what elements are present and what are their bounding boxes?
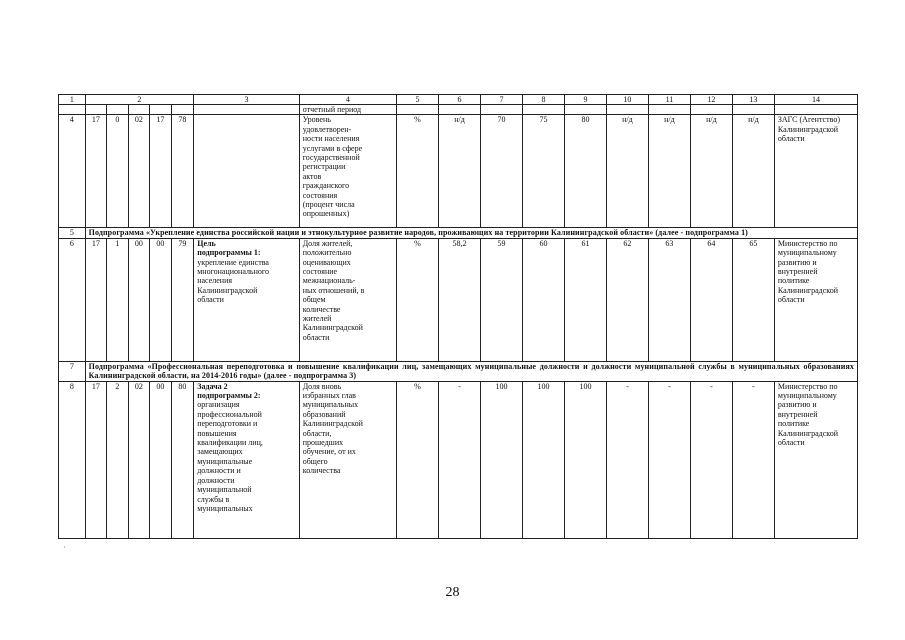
text-line: жителей <box>302 314 332 324</box>
value-cell: - <box>606 381 648 538</box>
scan-speck: · <box>63 543 66 552</box>
text-line: Калининградской <box>197 285 258 295</box>
col-header: 1 <box>59 95 86 105</box>
value-cell: - <box>732 381 774 538</box>
text-line: Калининградской <box>777 285 839 295</box>
text-line: Задача 2 <box>197 381 228 391</box>
row-number: 8 <box>59 381 86 538</box>
value-cell: 80 <box>564 115 606 228</box>
value-cell: 63 <box>648 238 690 361</box>
text-line: Калининградской <box>777 428 839 438</box>
text-line: области <box>197 295 224 305</box>
text-line: муниципальному <box>777 391 837 401</box>
executor-cell <box>774 381 857 538</box>
code-cell: 02 <box>128 381 150 538</box>
text-line: населения <box>197 276 233 286</box>
task-heading <box>197 382 296 401</box>
text-line: обучение, от их <box>302 447 356 457</box>
text-line: ности населения <box>302 134 360 144</box>
text-line: службы в <box>197 494 230 504</box>
value-cell: 58,2 <box>439 238 481 361</box>
value-cell: н/д <box>648 115 690 228</box>
subprogram-row <box>59 228 858 238</box>
text-line: Доля вновь <box>302 381 342 391</box>
code-cell: 0 <box>107 115 129 228</box>
value-cell: 64 <box>690 238 732 361</box>
text-line: ных отношений, в <box>302 285 365 295</box>
code-cell: 00 <box>150 238 172 361</box>
col-header: 10 <box>606 95 648 105</box>
value-cell: н/д <box>606 115 648 228</box>
text-line: внутренней <box>777 409 818 419</box>
code-cell: 79 <box>171 238 194 361</box>
text-line: укрепление единства <box>197 257 269 267</box>
text-line: Министерство по <box>777 381 838 391</box>
indicator-cell: отчетный период <box>299 105 396 115</box>
page-number: 28 <box>445 585 460 600</box>
goal-cell <box>194 115 300 228</box>
text-line: удовлетворен- <box>302 124 352 134</box>
text-line: состояния <box>302 190 338 200</box>
text-line: муниципальной <box>197 485 252 495</box>
code-cell: 1 <box>107 238 129 361</box>
col-header: 14 <box>774 95 857 105</box>
value-cell: 62 <box>606 238 648 361</box>
text-line: (процент числа <box>302 200 355 210</box>
text-line: политике <box>777 276 810 286</box>
text-line: внутренней <box>777 267 818 277</box>
value-cell: 100 <box>480 381 522 538</box>
value-cell: 100 <box>522 381 564 538</box>
code-cell: 78 <box>171 115 194 228</box>
goal-heading <box>197 239 296 258</box>
row-number: 6 <box>59 238 86 361</box>
value-cell: - <box>690 381 732 538</box>
table-row <box>59 238 858 361</box>
indicator-cell <box>299 381 396 538</box>
unit-cell: % <box>397 115 439 228</box>
text-line: ЗАГС (Агентство) <box>777 115 840 125</box>
text-line: избранных глав <box>302 391 356 401</box>
value-cell: - <box>648 381 690 538</box>
value-cell: 65 <box>732 238 774 361</box>
text-line: профессиональной <box>197 409 262 419</box>
col-header: 6 <box>439 95 481 105</box>
col-header: 4 <box>299 95 396 105</box>
table-row <box>59 115 858 228</box>
text-line: муниципальному <box>777 248 837 258</box>
col-header: 3 <box>194 95 300 105</box>
text-line: прошедших <box>302 438 344 448</box>
col-header: 8 <box>522 95 564 105</box>
code-cell: 17 <box>150 115 172 228</box>
value-cell: 60 <box>522 238 564 361</box>
text-line: Уровень <box>302 115 331 125</box>
code-cell: 2 <box>107 381 129 538</box>
text-line: подпрограммы 1: <box>197 248 261 258</box>
text-line: должности и <box>197 466 241 476</box>
text-line: гражданского <box>302 181 350 191</box>
col-header: 13 <box>732 95 774 105</box>
col-header: 11 <box>648 95 690 105</box>
indicator-cell <box>299 238 396 361</box>
text-line: Доля жителей, <box>302 238 353 248</box>
goal-cell <box>194 238 300 361</box>
value-cell: н/д <box>690 115 732 228</box>
text-line: развитию и <box>777 400 817 410</box>
row-number: 4 <box>59 115 86 228</box>
text-line: межнациональ- <box>302 276 356 286</box>
code-cell: 02 <box>128 115 150 228</box>
value-cell: 75 <box>522 115 564 228</box>
text-line: организация <box>197 400 240 410</box>
value-cell: н/д <box>439 115 481 228</box>
goal-cell <box>194 381 300 538</box>
subprogram-title: Подпрограмма «Профессиональная переподготовка и повышение квалификации лиц, замещающих муниципальные должности и должности муниципальной службы в муниципальных образованиях Калининградской области, на 2014-2016 годы» (далее - подпрограмма 3) <box>85 361 857 381</box>
unit-cell: % <box>397 381 439 538</box>
text-line: области, <box>302 428 332 438</box>
code-cell: 00 <box>128 238 150 361</box>
code-cell: 17 <box>85 381 107 538</box>
indicator-cell <box>299 115 396 228</box>
value-cell: 70 <box>480 115 522 228</box>
goal-text <box>197 258 296 305</box>
text-line: подпрограммы 2: <box>197 391 261 401</box>
text-line: квалификации лиц, <box>197 438 263 448</box>
text-line: положительно <box>302 248 352 258</box>
value-cell: 61 <box>564 238 606 361</box>
value-cell: н/д <box>732 115 774 228</box>
value-cell: 59 <box>480 238 522 361</box>
text-line: Калининградской <box>777 124 839 134</box>
subprogram-row <box>59 361 858 381</box>
code-cell: 17 <box>85 238 107 361</box>
text-line: оценивающих <box>302 257 351 267</box>
text-line: развитию и <box>777 257 817 267</box>
text-line: области <box>777 438 805 448</box>
text-line: общем <box>302 295 326 305</box>
text-line: состояние <box>302 267 338 277</box>
unit-cell: % <box>397 238 439 361</box>
text-line: области <box>777 134 805 144</box>
text-line: общего <box>302 456 328 466</box>
text-line: государственной <box>302 153 360 163</box>
text-line: многонационального <box>197 267 269 277</box>
col-header: 9 <box>564 95 606 105</box>
text-line: Цель <box>197 238 216 248</box>
table-row <box>59 381 858 538</box>
row-number: 7 <box>59 361 86 381</box>
text-line: муниципальных <box>197 503 253 513</box>
text-line: переподготовки и <box>197 419 258 429</box>
text-line: услугами в сфере <box>302 143 363 153</box>
text-line: политике <box>777 419 810 429</box>
text-line: актов <box>302 171 322 181</box>
executor-cell <box>774 238 857 361</box>
text-line: муниципальных <box>302 400 359 410</box>
text-line: замещающих <box>197 447 243 457</box>
col-header: 5 <box>397 95 439 105</box>
text-line: количестве <box>302 304 341 314</box>
continuation-row <box>59 105 858 115</box>
value-cell: 100 <box>564 381 606 538</box>
text-line: опрошенных) <box>302 209 350 219</box>
code-cell: 17 <box>85 115 107 228</box>
text-line: количества <box>302 466 341 476</box>
text-line: повышения <box>197 428 237 438</box>
column-number-row <box>59 95 858 105</box>
code-cell: 00 <box>150 381 172 538</box>
text-line: муниципальные <box>197 456 253 466</box>
text-line: Калининградской <box>302 323 363 333</box>
task-text <box>197 400 296 513</box>
value-cell: - <box>439 381 481 538</box>
text-line: области <box>777 295 805 305</box>
col-header: 7 <box>480 95 522 105</box>
text-line: должности <box>197 475 235 485</box>
text-line: образований <box>302 409 346 419</box>
text-line: регистрации <box>302 162 346 172</box>
col-header: 12 <box>690 95 732 105</box>
row-number: 5 <box>59 228 86 238</box>
text-line: Калининградской <box>302 419 363 429</box>
text-line: области <box>302 332 330 342</box>
subprogram-title: Подпрограмма «Укрепление единства российской нации и этнокультурное развитие народов, проживающих на территории Калининградской области» (далее - подпрограмма 1) <box>85 228 857 238</box>
code-cell: 80 <box>171 381 194 538</box>
col-header: 2 <box>85 95 194 105</box>
text-line: Министерство по <box>777 238 838 248</box>
executor-cell <box>774 115 857 228</box>
indicators-table <box>58 94 858 539</box>
